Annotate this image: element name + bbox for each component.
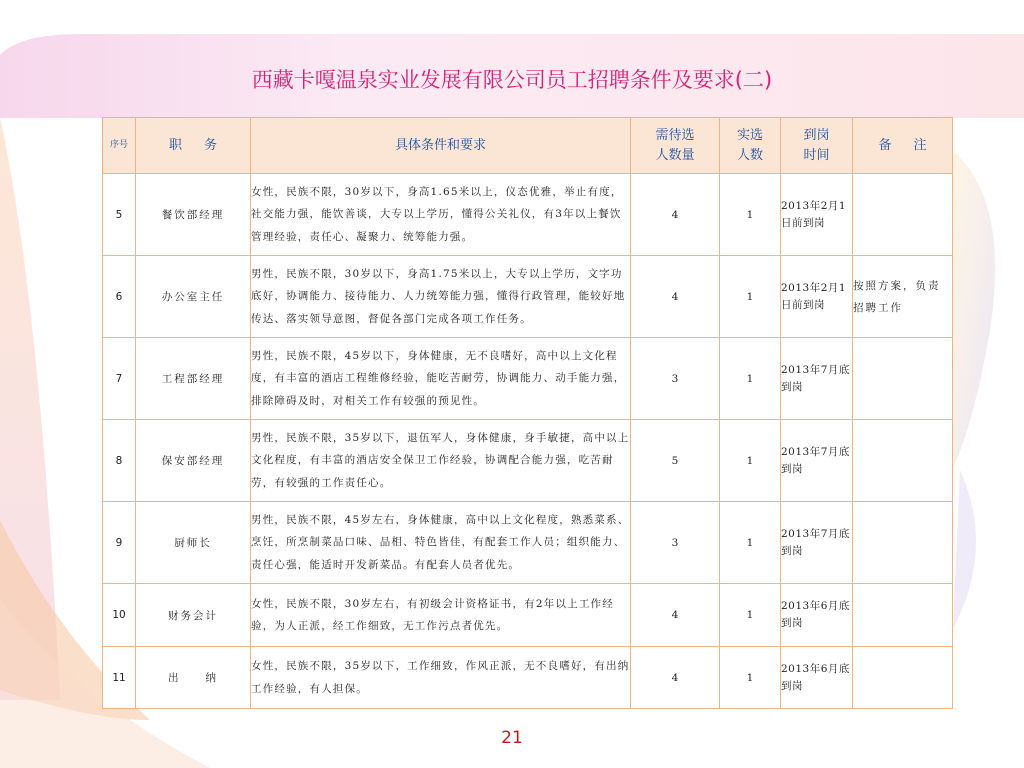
row-position: 工程部经理: [136, 338, 251, 420]
table-header-row: [103, 118, 953, 174]
header-requirements: 具体条件和要求: [251, 118, 631, 174]
row-note: [853, 647, 953, 709]
row-note: [853, 338, 953, 420]
row-requirements: 女性，民族不限，30岁以下，身高1.65米以上，仪态优雅，举止有度，社交能力强，能饮善谈，大专以上学历，懂得公关礼仪，有3年以上餐饮管理经验，责任心、凝聚力、统筹能力强。: [251, 174, 631, 256]
row-position: 财务会计: [136, 584, 251, 647]
row-selected-count: 1: [720, 502, 781, 584]
header-seq: 序号: [103, 118, 136, 174]
slide-title: 西藏卡嘎温泉实业发展有限公司员工招聘条件及要求(二): [251, 68, 773, 92]
row-requirements: 男性，民族不限，45岁左右，身体健康，高中以上文化程度，熟悉菜系、烹饪，所烹制菜品口味、品相、特色皆佳，有配套工作人员；组织能力、责任心强，能适时开发新菜品。有配套人员者优先。: [251, 502, 631, 584]
row-note: [853, 174, 953, 256]
row-selected-count: 1: [720, 174, 781, 256]
row-note: 按照方案，负责招聘工作: [853, 256, 953, 338]
row-seq: 6: [103, 256, 136, 338]
row-arrival-time: 2013年2月1日前到岗: [781, 256, 853, 338]
table-row: [103, 502, 953, 584]
row-arrival-time: 2013年7月底到岗: [781, 420, 853, 502]
row-selected-count: 1: [720, 338, 781, 420]
header-selected-count: 实选 人数: [720, 118, 781, 174]
row-position: 餐饮部经理: [136, 174, 251, 256]
row-seq: 7: [103, 338, 136, 420]
row-seq: 8: [103, 420, 136, 502]
header-arrival-time: 到岗 时间: [781, 118, 853, 174]
row-requirements: 女性，民族不限，30岁左右，有初级会计资格证书，有2年以上工作经验，为人正派，经工作细致，无工作污点者优先。: [251, 584, 631, 647]
row-needed-count: 3: [631, 502, 720, 584]
row-needed-count: 4: [631, 174, 720, 256]
header-needed-count: 需待选 人数量: [631, 118, 720, 174]
row-position: 保安部经理: [136, 420, 251, 502]
table-row: [103, 647, 953, 709]
row-position: 出 纳: [136, 647, 251, 709]
row-needed-count: 3: [631, 338, 720, 420]
header-note: 备注: [853, 118, 953, 174]
table-row: [103, 338, 953, 420]
row-position: 厨师长: [136, 502, 251, 584]
recruitment-table: [102, 117, 953, 709]
row-seq: 9: [103, 502, 136, 584]
table-row: [103, 256, 953, 338]
row-arrival-time: 2013年7月底到岗: [781, 338, 853, 420]
row-requirements: 男性，民族不限，30岁以下，身高1.75米以上，大专以上学历，文字功底好，协调能力、接待能力、人力统筹能力强，懂得行政管理，能较好地传达、落实领导意图，督促各部门完成各项工作任务。: [251, 256, 631, 338]
row-arrival-time: 2013年7月底到岗: [781, 502, 853, 584]
table-row: [103, 420, 953, 502]
table-row: [103, 174, 953, 256]
row-note: [853, 502, 953, 584]
row-seq: 11: [103, 647, 136, 709]
row-needed-count: 4: [631, 584, 720, 647]
row-needed-count: 4: [631, 647, 720, 709]
row-note: [853, 420, 953, 502]
row-requirements: 男性，民族不限，35岁以下，退伍军人，身体健康，身手敏捷，高中以上文化程度，有丰富的酒店安全保卫工作经验，协调配合能力强，吃苦耐劳，有较强的工作责任心。: [251, 420, 631, 502]
header-position: 职务: [136, 118, 251, 174]
row-selected-count: 1: [720, 647, 781, 709]
page-number: 21: [501, 728, 523, 748]
row-seq: 5: [103, 174, 136, 256]
row-seq: 10: [103, 584, 136, 647]
row-needed-count: 5: [631, 420, 720, 502]
row-selected-count: 1: [720, 584, 781, 647]
row-requirements: 女性，民族不限，35岁以下，工作细致，作风正派，无不良嗜好，有出纳工作经验，有人担保。: [251, 647, 631, 709]
row-needed-count: 4: [631, 256, 720, 338]
row-note: [853, 584, 953, 647]
row-selected-count: 1: [720, 256, 781, 338]
row-requirements: 男性，民族不限，45岁以下，身体健康，无不良嗜好，高中以上文化程度，有丰富的酒店工程维修经验，能吃苦耐劳，协调能力、动手能力强，排除障碍及时，对相关工作有较强的预见性。: [251, 338, 631, 420]
row-position: 办公室主任: [136, 256, 251, 338]
table-row: [103, 584, 953, 647]
row-arrival-time: 2013年6月底到岗: [781, 647, 853, 709]
row-selected-count: 1: [720, 420, 781, 502]
row-arrival-time: 2013年2月1日前到岗: [781, 174, 853, 256]
row-arrival-time: 2013年6月底到岗: [781, 584, 853, 647]
